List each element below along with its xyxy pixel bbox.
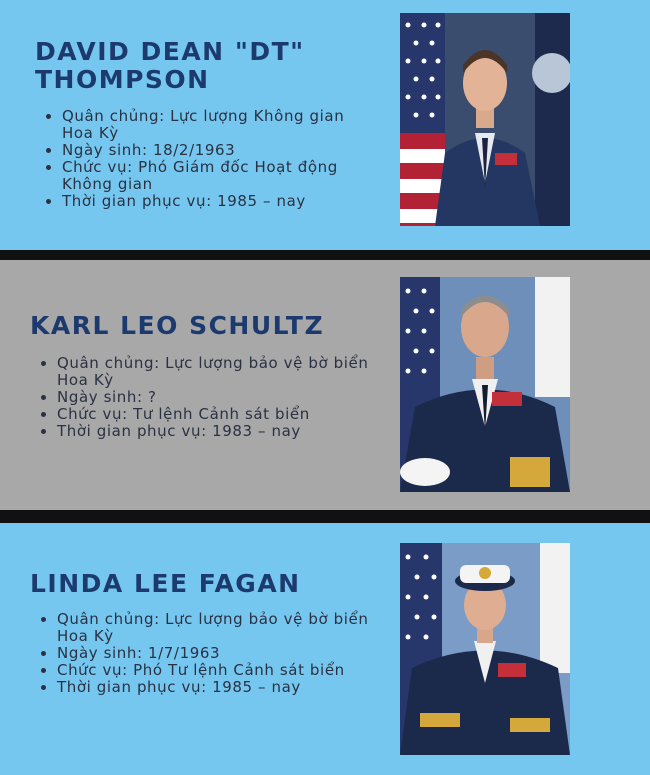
fact-branch: • Quân chủng: Lực lượng Không gian Hoa Kỳ bbox=[62, 108, 362, 142]
fact-position: • Chức vụ: Phó Tư lệnh Cảnh sát biển bbox=[57, 662, 370, 679]
profile-name: DAVID DEAN "DT" THOMPSON bbox=[35, 37, 305, 94]
profile-name: KARL LEO SCHULTZ bbox=[30, 311, 325, 340]
profile-name: LINDA LEE FAGAN bbox=[30, 569, 301, 598]
fact-service: • Thời gian phục vụ: 1983 – nay bbox=[57, 423, 370, 440]
portrait-coast-guard-vice-commandant-icon bbox=[400, 543, 570, 755]
fact-birthdate: • Ngày sinh: 18/2/1963 bbox=[62, 142, 362, 159]
profile-card-thompson bbox=[0, 0, 650, 250]
fact-position: • Chức vụ: Tư lệnh Cảnh sát biển bbox=[57, 406, 370, 423]
fact-branch: • Quân chủng: Lực lượng bảo vệ bờ biển Hoa Kỳ bbox=[57, 611, 370, 645]
profile-card-schultz bbox=[0, 260, 650, 510]
fact-branch: • Quân chủng: Lực lượng bảo vệ bờ biển Hoa Kỳ bbox=[57, 355, 370, 389]
fact-birthdate: • Ngày sinh: ? bbox=[57, 389, 370, 406]
profile-facts bbox=[35, 355, 370, 440]
fact-service: • Thời gian phục vụ: 1985 – nay bbox=[57, 679, 370, 696]
fact-service: • Thời gian phục vụ: 1985 – nay bbox=[62, 193, 362, 210]
fact-birthdate: • Ngày sinh: 1/7/1963 bbox=[57, 645, 370, 662]
portrait-space-force-officer-icon bbox=[400, 13, 570, 226]
profile-card-fagan bbox=[0, 523, 650, 775]
portrait-photo bbox=[400, 277, 570, 492]
portrait-photo bbox=[400, 543, 570, 755]
profile-facts bbox=[35, 611, 370, 696]
portrait-coast-guard-commandant-icon bbox=[400, 277, 570, 492]
portrait-photo bbox=[400, 13, 570, 226]
fact-position: • Chức vụ: Phó Giám đốc Hoạt động Không gian bbox=[62, 159, 362, 193]
profile-facts bbox=[40, 108, 362, 210]
